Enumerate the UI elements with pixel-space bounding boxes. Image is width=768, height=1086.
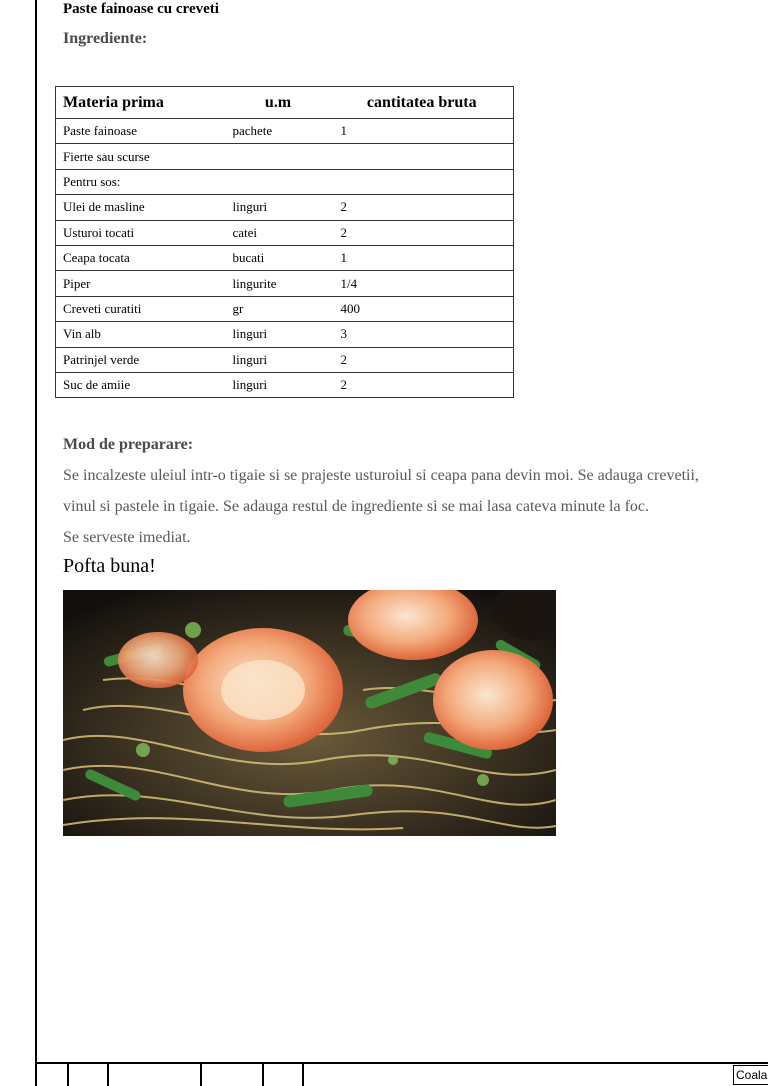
table-row xyxy=(56,347,514,372)
method-line: Se serveste imediat. xyxy=(63,529,191,546)
cell-quantity: 2 xyxy=(331,220,514,245)
footer-cell-divider xyxy=(107,1064,109,1086)
table-row xyxy=(56,245,514,270)
header-materia-prima: Materia prima xyxy=(56,87,226,119)
closing-text: Pofta buna! xyxy=(63,555,156,577)
cell-unit: bucati xyxy=(226,245,331,270)
cell-ingredient: Paste fainoase xyxy=(56,119,226,144)
cell-ingredient: Vin alb xyxy=(56,322,226,347)
cell-ingredient: Creveti curatiti xyxy=(56,296,226,321)
cell-ingredient: Ceapa tocata xyxy=(56,245,226,270)
cell-unit: linguri xyxy=(226,195,331,220)
cell-quantity: 2 xyxy=(331,195,514,220)
cell-unit: gr xyxy=(226,296,331,321)
cell-quantity: 1 xyxy=(331,119,514,144)
footer-title-block-line xyxy=(35,1062,768,1064)
table-row xyxy=(56,296,514,321)
cell-quantity: 3 xyxy=(331,322,514,347)
cell-quantity: 1/4 xyxy=(331,271,514,296)
method-line: vinul si pastele in tigaie. Se adauga restul de ingrediente si se mai lasa cateva minute la foc. xyxy=(63,498,650,515)
cell-unit: linguri xyxy=(226,347,331,372)
cell-unit: pachete xyxy=(226,119,331,144)
cell-ingredient: Ulei de masline xyxy=(56,195,226,220)
cell-unit: linguri xyxy=(226,372,331,397)
cell-ingredient: Fierte sau scurse xyxy=(56,144,226,169)
cell-quantity xyxy=(331,144,514,169)
cell-ingredient: Suc de amiie xyxy=(56,372,226,397)
cell-quantity: 1 xyxy=(331,245,514,270)
cell-ingredient: Pentru sos: xyxy=(56,169,226,194)
table-row xyxy=(56,322,514,347)
cell-quantity: 2 xyxy=(331,347,514,372)
footer-cell-divider xyxy=(262,1064,264,1086)
recipe-title: Paste fainoase cu creveti xyxy=(63,1,219,17)
cell-ingredient: Patrinjel verde xyxy=(56,347,226,372)
cell-quantity: 2 xyxy=(331,372,514,397)
footer-cell-divider xyxy=(67,1064,69,1086)
footer-cell-divider xyxy=(35,1064,37,1086)
ingredients-heading: Ingrediente: xyxy=(63,30,148,47)
table-row xyxy=(56,220,514,245)
cell-ingredient: Piper xyxy=(56,271,226,296)
table-row xyxy=(56,119,514,144)
table-header-row xyxy=(56,87,514,119)
table-row xyxy=(56,271,514,296)
table-row xyxy=(56,169,514,194)
table-row xyxy=(56,195,514,220)
sheet-label: Coala xyxy=(733,1065,768,1085)
footer-cell-divider xyxy=(200,1064,202,1086)
method-line: Se incalzeste uleiul intr-o tigaie si se prajeste usturoiul si ceapa pana devin moi. Se adauga crevetii, xyxy=(63,467,699,484)
ingredients-table xyxy=(55,86,514,398)
cell-unit xyxy=(226,144,331,169)
shrimp-pasta-photo xyxy=(63,590,556,836)
table-row xyxy=(56,372,514,397)
cell-unit: linguri xyxy=(226,322,331,347)
page-frame-left-border xyxy=(35,0,37,1086)
cell-unit: lingurite xyxy=(226,271,331,296)
cell-ingredient: Usturoi tocati xyxy=(56,220,226,245)
cell-unit xyxy=(226,169,331,194)
method-text xyxy=(63,460,763,553)
footer-cell-divider xyxy=(302,1064,304,1086)
cell-unit: catei xyxy=(226,220,331,245)
table-row xyxy=(56,144,514,169)
cell-quantity: 400 xyxy=(331,296,514,321)
header-um: u.m xyxy=(226,87,331,119)
cell-quantity xyxy=(331,169,514,194)
method-heading: Mod de preparare: xyxy=(63,436,194,453)
header-cantitatea: cantitatea bruta xyxy=(331,87,514,119)
